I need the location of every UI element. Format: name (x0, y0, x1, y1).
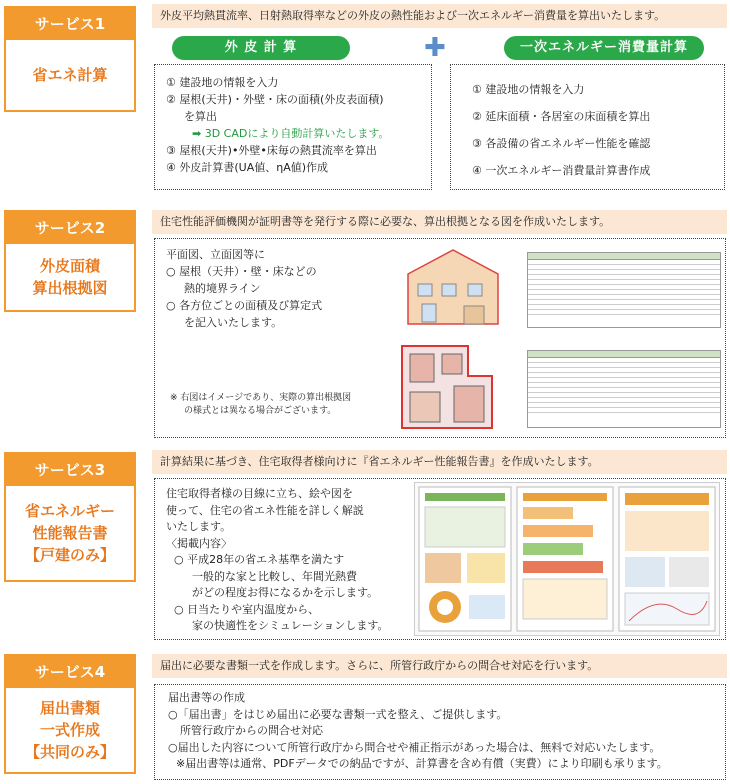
service-1-badge (4, 6, 136, 112)
service-3-badge: サービス3 省エネルギー 性能報告書 【戸建のみ】 (4, 452, 136, 582)
elevation-drawing (398, 244, 516, 334)
floor-plan-drawing (398, 342, 498, 432)
service-4-tag: サービス4 (6, 656, 134, 688)
service-2-tag: サービス2 (6, 212, 134, 244)
area-calc-sheet-1 (527, 252, 721, 328)
service-2-note: ※ 右図はイメージであり、実際の算出根拠図 の様式とは異なる場合がございます。 (170, 393, 352, 416)
service-1-title: 省エネ計算 (32, 66, 108, 84)
service-2-bar: 住宅性能評価機関が証明書等を発行する際に必要な、算出根拠となる図を作成いたします。 (152, 210, 727, 234)
service-4-text: 届出書等の作成 ○「届出書」をはじめ届出に必要な書類一式を整え、ご提供します。 所管行政庁からの問合せ対応 ○届出した内容について所管行政庁から問合せや補正指示があった場合は、無料で対応いたします。 ※届出書等は通常、PDFデータでの納品ですが、計算書を含め有償（実費）により印刷も承ります。 (168, 691, 668, 770)
service-1-tag: サービス1 (6, 8, 134, 40)
3d-cad-note: ➡ 3D CADにより自動計算いたします。 (192, 127, 390, 140)
plus-icon: ✚ (424, 33, 446, 63)
service-2-text: 平面図、立面図等に ○ 屋根（天井）・壁・床などの 熱的境界ライン ○ 各方位ごとの面積及び算定式 を記入いたします。 (166, 248, 323, 329)
report-thumbnail (414, 482, 720, 636)
area-calc-sheet-2 (527, 350, 721, 428)
envelope-calc-list: ① 建設地の情報を入力 ② 屋根(天井)・外壁・床の面積(外皮表面積) を算出 ➡ 3D CADにより自動計算いたします。 ③ 屋根(天井)•外壁•床毎の熱貫流率を算出 ④ 外皮計算書(UA値、ηA値)作成 (166, 74, 428, 176)
service-3-bar: 計算結果に基づき、住宅取得者様向けに『省エネルギー性能報告書』を作成いたします。 (152, 450, 727, 474)
service-2-badge: サービス2 外皮面積 算出根拠図 (4, 210, 136, 312)
envelope-calc-pill: 外 皮 計 算 (172, 36, 350, 60)
report-pages-graphic (415, 483, 719, 635)
energy-calc-pill: 一次エネルギー消費量計算 (504, 36, 704, 60)
service-1-bar: 外皮平均熱貫流率、日射熱取得率などの外皮の熱性能および一次エネルギー消費量を算出いたします。 (152, 4, 727, 28)
service-4-badge: サービス4 届出書類 一式作成 【共同のみ】 (4, 654, 136, 774)
service-3-text: 住宅取得者様の目線に立ち、絵や図を 使って、住宅の省エネ性能を詳しく解説 いたします。 〈掲載内容〉 ○ 平成28年の省エネ基準を満たす 一般的な家と比較し、年間光熱費 がどの程度お得になるかを示します。 ○ 日当たりや室内温度から、 家の快適性をシミュレーションします。 (166, 487, 389, 632)
service-3-tag: サービス3 (6, 454, 134, 486)
service-4-bar: 届出に必要な書類一式を作成します。さらに、所管行政庁からの問合せ対応を行います。 (152, 654, 727, 678)
energy-calc-list: ① 建設地の情報を入力 ② 延床面積・各居室の床面積を算出 ③ 各設備の省エネルギー性能を確認 ④ 一次エネルギー消費量計算書作成 (472, 83, 651, 177)
